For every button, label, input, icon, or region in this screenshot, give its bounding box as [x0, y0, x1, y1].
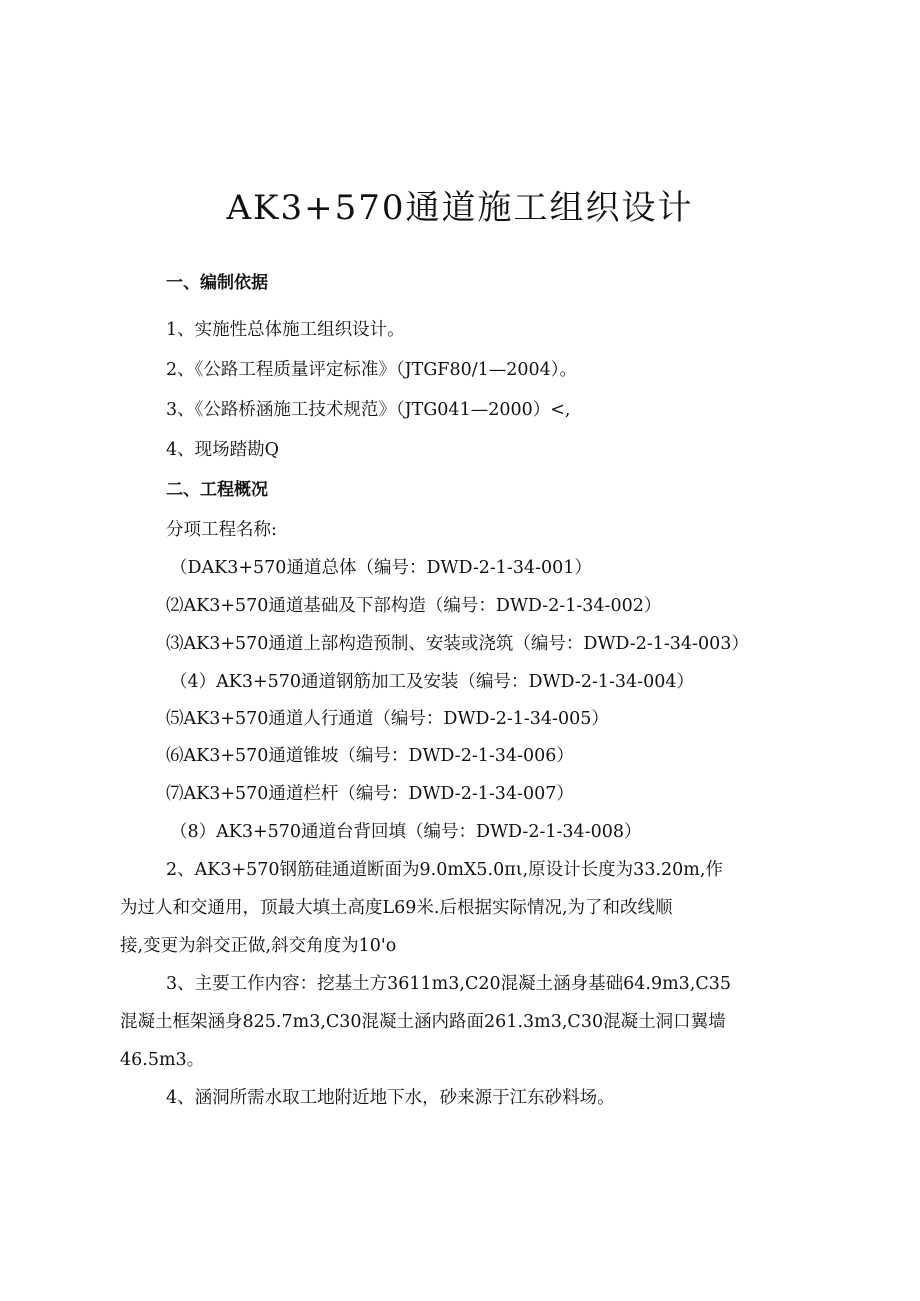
sub-project-item: （4）AK3+570通道钢筋加工及安装（编号：DWD-2-1-34-004）: [170, 672, 695, 692]
section-heading-overview: 二、工程概况: [166, 480, 268, 500]
paragraph-line: 3、主要工作内容：挖基土方3611m3,C20混凝土涵身基础64.9m3,C35: [166, 974, 732, 994]
basis-item: 1、实施性总体施工组织设计。: [166, 320, 405, 340]
sub-project-item: （8）AK3+570通道台背回填（编号：DWD-2-1-34-008）: [170, 822, 642, 842]
paragraph-line: 2、AK3+570钢筋硅通道断面为9.0mX5.0πι,原设计长度为33.20m,作: [166, 860, 723, 880]
sub-project-item: ⑹AK3+570通道锥坡（编号：DWD-2-1-34-006）: [166, 746, 574, 766]
sub-project-item: ⑸AK3+570通道人行通道（编号：DWD-2-1-34-005）: [166, 709, 609, 729]
sub-project-item: ⑵AK3+570通道基础及下部构造（编号：DWD-2-1-34-002）: [166, 596, 662, 616]
basis-item: 3、《公路桥涵施工技术规范》（JTG041—2000）<,: [166, 400, 571, 420]
sub-project-item: ⑶AK3+570通道上部构造预制、安装或浇筑（编号：DWD-2-1-34-003）: [166, 634, 749, 654]
basis-item: 4、现场踏勘Q: [166, 440, 279, 460]
paragraph-line: 混凝土框架涵身825.7m3,C30混凝土涵内路面261.3m3,C30混凝土洞口翼墙: [120, 1012, 726, 1032]
sub-project-item: （DAK3+570通道总体（编号：DWD-2-1-34-001）: [170, 558, 592, 578]
section-heading-basis: 一、编制依据: [166, 273, 268, 293]
paragraph-line: 4、涵洞所需水取工地附近地下水，砂来源于江东砂料场。: [166, 1088, 615, 1108]
paragraph-line: 接,变更为斜交正做,斜交角度为10'o: [120, 936, 397, 956]
subsection-label: 分项工程名称:: [166, 520, 277, 540]
paragraph-line: 为过人和交通用，顶最大填土高度L69米.后根据实际情况,为了和改线顺: [120, 898, 673, 918]
sub-project-item: ⑺AK3+570通道栏杆（编号：DWD-2-1-34-007）: [166, 784, 574, 804]
document-title: AK3+570通道施工组织设计: [226, 188, 694, 228]
paragraph-line: 46.5m3。: [120, 1050, 205, 1070]
basis-item: 2、《公路工程质量评定标准》（JTGF80/1—2004）。: [166, 360, 578, 380]
